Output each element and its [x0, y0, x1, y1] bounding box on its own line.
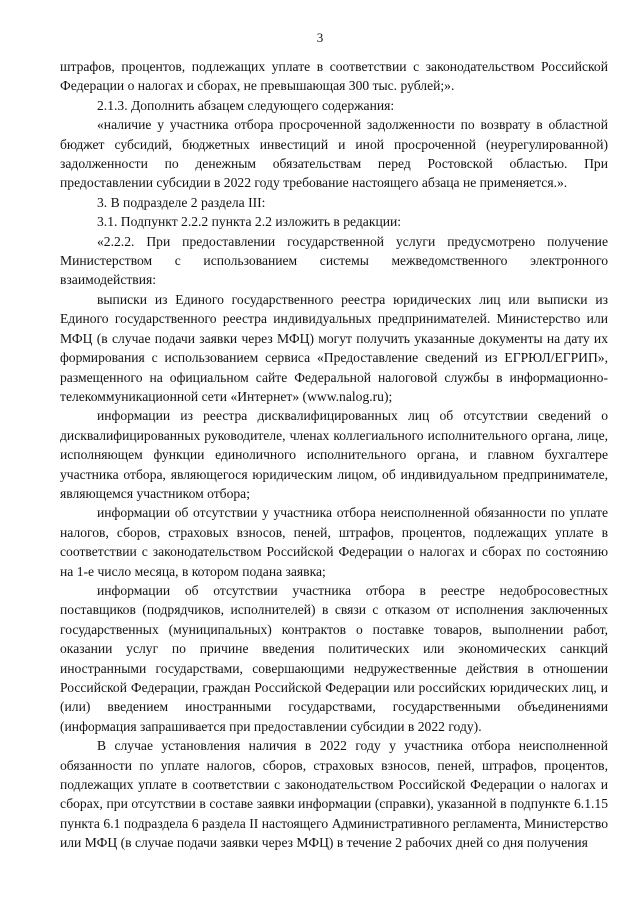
- paragraph: 3.1. Подпункт 2.2.2 пункта 2.2 изложить в редакции:: [97, 214, 402, 230]
- paragraph: «2.2.2. При предоставлении государственной услуги предусмотрено получение Министерством с использованием системы межведомственного электронного взаимодействия:: [60, 233, 608, 288]
- paragraph: «наличие у участника отбора просроченной задолженности по возврату в областной бюджет субсидий, бюджетных инвестиций и иной просроченной (неурегулированной) задолженности по денежным обязательствам перед Ростовской областью. При предоставлении субсидии в 2022 году требование настоящего абзаца не применяется.».: [60, 117, 608, 191]
- paragraph: информации об отсутствии участника отбора в реестре недобросовестных поставщиков (подрядчиков, исполнителей) в связи с отказом от исполнения заключенных государственных (муниципальных) контрактов о поставке товаров, выполнении работ, оказании услуг по причине введения политических или экономических санкций иностранными государствами, совершающими недружественные действия в отношении Российской Федерации, граждан Российской Федерации или российских юридических лиц, и (или) введением иностранными государствами, государственными объединениями (информация запрашивается при предоставлении субсидии в 2022 году).: [60, 582, 608, 734]
- paragraph: выписки из Единого государственного реестра юридических лиц или выписки из Единого государственного реестра индивидуальных предпринимателей. Министерство или МФЦ (в случае подачи заявки через МФЦ) могут получить указанные документы на дату их формирования с использованием сервиса «Предоставление сведений из ЕГРЮЛ/ЕГРИП», размещенного на официальном сайте Федеральной налоговой службы в информационно-телекоммуникационной сети «Интернет» (www.nalog.ru);: [60, 291, 608, 404]
- paragraph: информации из реестра дисквалифицированных лиц об отсутствии сведений о дисквалифицированных руководителе, членах коллегиального исполнительного органа, лице, исполняющем функции единоличного исполнительного органа, и главном бухгалтере участника отбора, являющегося юридическим лицом, об индивидуальном предпринимателе, являющемся участником отбора;: [60, 408, 608, 501]
- page-number: 3: [316, 30, 324, 45]
- paragraph: 2.1.3. Дополнить абзацем следующего содержания:: [97, 97, 395, 113]
- document-body: [60, 57, 608, 853]
- paragraph: информации об отсутствии у участника отбора неисполненной обязанности по уплате налогов, сборов, страховых взносов, пеней, штрафов, процентов, подлежащих уплате в соответствии с законодательством Российской Федерации о налогах и сборах по состоянию на 1-е число месяца, в котором подана заявка;: [60, 505, 608, 579]
- paragraph: 3. В подразделе 2 раздела III:: [97, 194, 266, 210]
- paragraph: штрафов, процентов, подлежащих уплате в соответствии с законодательством Российской Федерации о налогах и сборах, не превышающая 300 тыс. рублей;».: [60, 59, 608, 94]
- paragraph: В случае установления наличия в 2022 году у участника отбора неисполненной обязанности по уплате налогов, сборов, страховых взносов, пеней, штрафов, процентов, подлежащих уплате в соответствии с законодательством Российской Федерации о налогах и сборах, при отсутствии в составе заявки информации (справки), указанной в подпункте 6.1.15 пункта 6.1 подраздела 6 раздела II настоящего Административного регламента, Министерство или МФЦ (в случае подачи заявки через МФЦ) в течение 2 рабочих дней со дня получения: [60, 738, 608, 851]
